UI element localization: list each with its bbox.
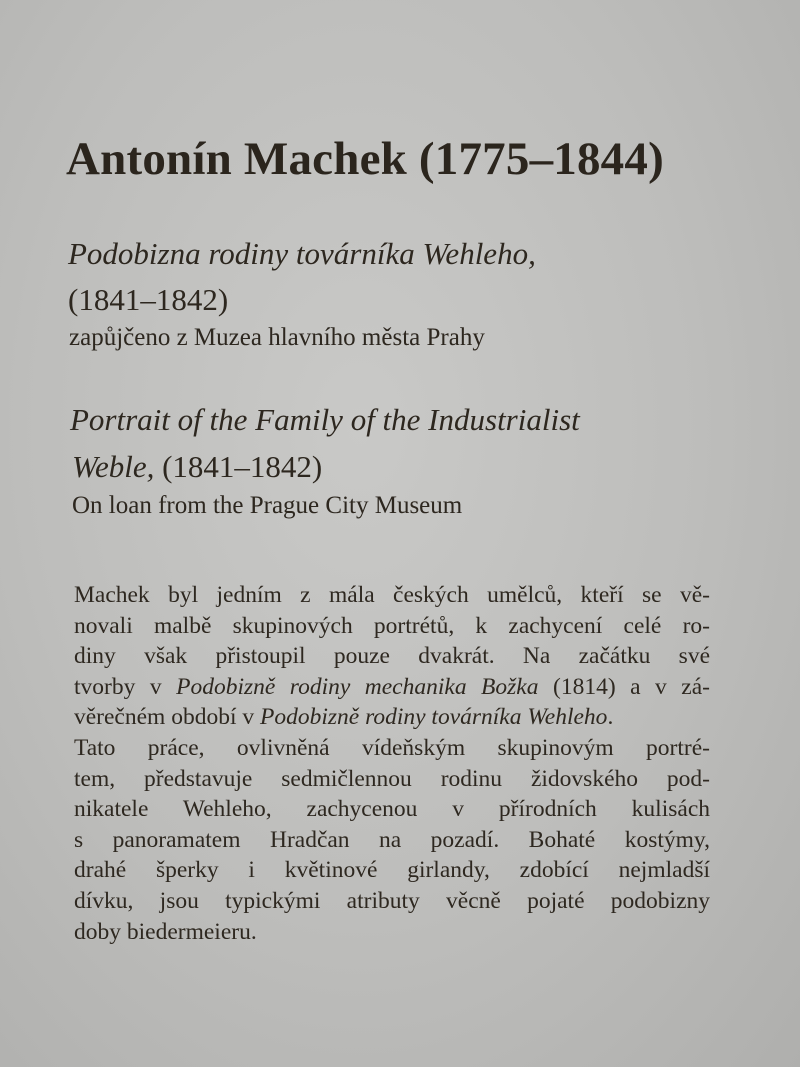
description-line [74, 672, 710, 703]
description-line: novali malbě skupinových portrétů, k zachycení celé ro- [74, 612, 710, 639]
description-line: dívku, jsou typickými atributy věcně pojaté podobizny [74, 887, 710, 914]
description-line: tem, představuje sedmičlennou rodinu židovského pod- [74, 765, 710, 792]
description-line: drahé šperky i květinové girlandy, zdobící nejmladší [74, 857, 710, 884]
artwork-reference: Podobizně rodiny továrníka Wehleho [259, 704, 608, 731]
artist-heading: Antonín Machek (1775–1844) [66, 133, 664, 185]
description-line: doby biedermeieru. [74, 918, 257, 945]
description-text: věrečném období v [74, 704, 260, 731]
english-artwork-title-line2 [72, 449, 322, 485]
description-text: . [607, 704, 614, 731]
english-artwork-title: Portrait of the Family of the Industrialist [70, 402, 580, 437]
description-text: tvorby v [74, 673, 177, 700]
description-line: Machek byl jedním z mála českých umělců, kteří se vě- [74, 582, 710, 608]
english-artwork-dates: (1841–1842) [154, 449, 323, 484]
description-line: nikatele Wehleho, zachycenou v přírodních kulisách [74, 796, 710, 823]
czech-artwork-title: Podobizna rodiny továrníka Wehleho, [68, 236, 536, 271]
description-paragraph [74, 580, 714, 947]
description-line [74, 702, 710, 733]
czech-artwork-dates: (1841–1842) [68, 282, 229, 317]
english-title-end: Weble, [72, 449, 155, 484]
description-text: (1814) a v zá- [538, 673, 710, 700]
artwork-reference: Podobizně rodiny mechanika Božka [176, 673, 539, 700]
czech-loan-credit: zapůjčeno z Muzea hlavního města Prahy [69, 324, 485, 351]
english-loan-credit: On loan from the Prague City Museum [72, 492, 463, 519]
description-line: s panoramatem Hradčan na pozadí. Bohaté kostýmy, [74, 826, 710, 853]
description-line: diny však přistoupil pouze dvakrát. Na začátku své [74, 643, 710, 670]
description-line: Tato práce, ovlivněná vídeňským skupinovým portré- [74, 734, 710, 761]
